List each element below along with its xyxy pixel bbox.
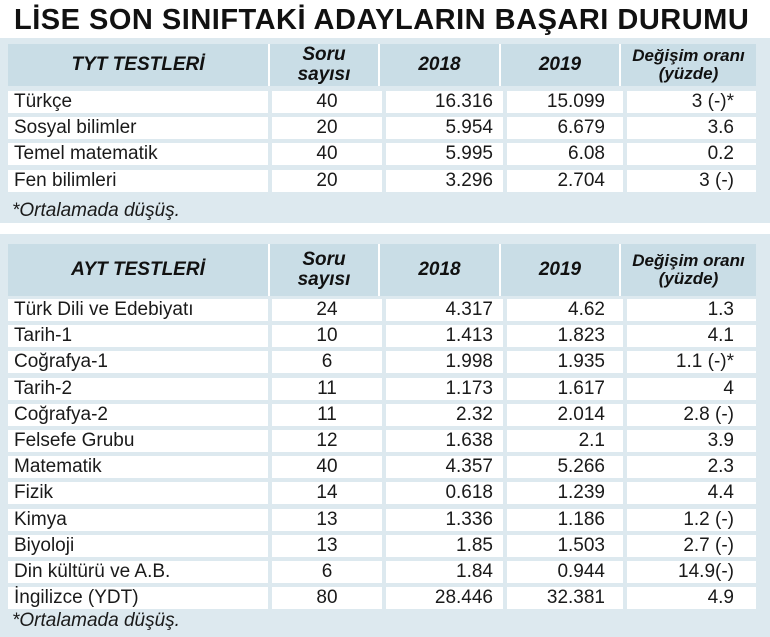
value-2018-cell: 16.316 (386, 91, 503, 113)
tyt-table-row (8, 143, 756, 165)
value-2019-cell: 2.1 (507, 430, 623, 452)
value-2018-cell: 2.32 (386, 404, 503, 426)
soru-cell: 40 (272, 143, 382, 165)
soru-cell: 14 (272, 482, 382, 504)
value-2018-cell: 1.84 (386, 561, 503, 583)
value-2018-cell: 1.413 (386, 325, 503, 347)
value-2019-cell: 32.381 (507, 587, 623, 609)
tyt-table-row (8, 91, 756, 113)
ayt-footnote: *Ortalamada düşüş. (12, 610, 180, 631)
tyt-table (0, 38, 770, 223)
soru-cell: 20 (272, 170, 382, 192)
tyt-footnote: *Ortalamada düşüş. (12, 200, 180, 221)
page-title: LİSE SON SINIFTAKİ ADAYLARIN BAŞARI DURUMU (14, 4, 750, 36)
value-2018-cell: 1.85 (386, 535, 503, 557)
value-2019-cell: 1.186 (507, 509, 623, 531)
name-cell: Tarih-2 (8, 378, 268, 400)
degisim-cell: 4.1 (627, 325, 756, 347)
soru-cell: 40 (272, 91, 382, 113)
soru-cell: 20 (272, 117, 382, 139)
value-2019-cell: 1.823 (507, 325, 623, 347)
soru-cell: 80 (272, 587, 382, 609)
soru-header-line1: Soru (302, 249, 346, 270)
ayt-table-row (8, 482, 756, 504)
tyt-col-2018-header: 2018 (378, 44, 499, 86)
degisim-header-line1: Değişim oranı (632, 251, 745, 270)
value-2018-cell: 1.998 (386, 351, 503, 373)
soru-cell: 13 (272, 535, 382, 557)
value-2018-cell: 0.618 (386, 482, 503, 504)
ayt-table-row (8, 351, 756, 373)
value-2018-cell: 1.173 (386, 378, 503, 400)
degisim-cell: 2.3 (627, 456, 756, 478)
value-2018-cell: 4.357 (386, 456, 503, 478)
value-2019-cell: 0.944 (507, 561, 623, 583)
value-2018-cell: 5.995 (386, 143, 503, 165)
degisim-cell: 3 (-)* (627, 91, 756, 113)
soru-header-line2: sayısı (297, 269, 351, 290)
ayt-col-2018-header: 2018 (378, 244, 499, 296)
name-cell: Tarih-1 (8, 325, 268, 347)
ayt-col-soru-header (268, 244, 378, 296)
name-cell: Biyoloji (8, 535, 268, 557)
tyt-col-degisim-header (619, 44, 756, 86)
degisim-cell: 3 (-) (627, 170, 756, 192)
value-2018-cell: 1.336 (386, 509, 503, 531)
ayt-table-row (8, 509, 756, 531)
soru-cell: 40 (272, 456, 382, 478)
value-2019-cell: 6.679 (507, 117, 623, 139)
degisim-cell: 4.4 (627, 482, 756, 504)
degisim-cell: 0.2 (627, 143, 756, 165)
tyt-col-2019-header: 2019 (499, 44, 619, 86)
tyt-header-row (0, 44, 770, 86)
value-2018-cell: 5.954 (386, 117, 503, 139)
ayt-table-row (8, 587, 756, 609)
degisim-cell: 14.9(-) (627, 561, 756, 583)
degisim-cell: 2.8 (-) (627, 404, 756, 426)
value-2019-cell: 2.014 (507, 404, 623, 426)
ayt-header-row (0, 244, 770, 296)
soru-header-line1: Soru (302, 44, 346, 65)
degisim-cell: 1.1 (-)* (627, 351, 756, 373)
value-2019-cell: 1.617 (507, 378, 623, 400)
soru-cell: 6 (272, 351, 382, 373)
value-2018-cell: 4.317 (386, 299, 503, 321)
degisim-cell: 1.3 (627, 299, 756, 321)
value-2019-cell: 5.266 (507, 456, 623, 478)
ayt-table-row (8, 535, 756, 557)
degisim-cell: 4 (627, 378, 756, 400)
ayt-col-2019-header: 2019 (499, 244, 619, 296)
name-cell: Felsefe Grubu (8, 430, 268, 452)
ayt-col-name-header: AYT TESTLERİ (8, 244, 268, 296)
soru-header-line2: sayısı (297, 64, 351, 85)
degisim-cell: 2.7 (-) (627, 535, 756, 557)
value-2018-cell: 3.296 (386, 170, 503, 192)
degisim-cell: 3.9 (627, 430, 756, 452)
ayt-table-row (8, 299, 756, 321)
ayt-table-row (8, 378, 756, 400)
value-2018-cell: 28.446 (386, 587, 503, 609)
name-cell: İngilizce (YDT) (8, 587, 268, 609)
value-2019-cell: 1.503 (507, 535, 623, 557)
name-cell: Fen bilimleri (8, 170, 268, 192)
soru-cell: 12 (272, 430, 382, 452)
ayt-table-row (8, 456, 756, 478)
soru-cell: 24 (272, 299, 382, 321)
value-2019-cell: 4.62 (507, 299, 623, 321)
ayt-table (0, 234, 770, 637)
degisim-cell: 1.2 (-) (627, 509, 756, 531)
name-cell: Kimya (8, 509, 268, 531)
value-2018-cell: 1.638 (386, 430, 503, 452)
name-cell: Matematik (8, 456, 268, 478)
ayt-col-degisim-header (619, 244, 756, 296)
ayt-table-row (8, 325, 756, 347)
name-cell: Temel matematik (8, 143, 268, 165)
value-2019-cell: 2.704 (507, 170, 623, 192)
tyt-table-row (8, 117, 756, 139)
degisim-cell: 4.9 (627, 587, 756, 609)
ayt-table-row (8, 404, 756, 426)
value-2019-cell: 6.08 (507, 143, 623, 165)
name-cell: Türk Dili ve Edebiyatı (8, 299, 268, 321)
soru-cell: 10 (272, 325, 382, 347)
ayt-table-row (8, 561, 756, 583)
value-2019-cell: 15.099 (507, 91, 623, 113)
name-cell: Coğrafya-1 (8, 351, 268, 373)
degisim-header-line1: Değişim oranı (632, 46, 745, 65)
value-2019-cell: 1.935 (507, 351, 623, 373)
name-cell: Fizik (8, 482, 268, 504)
soru-cell: 11 (272, 404, 382, 426)
value-2019-cell: 1.239 (507, 482, 623, 504)
degisim-header-line2: (yüzde) (658, 269, 719, 288)
tyt-col-name-header: TYT TESTLERİ (8, 44, 268, 86)
tyt-table-row (8, 170, 756, 192)
soru-cell: 11 (272, 378, 382, 400)
degisim-header-line2: (yüzde) (658, 64, 719, 83)
ayt-table-row (8, 430, 756, 452)
name-cell: Din kültürü ve A.B. (8, 561, 268, 583)
name-cell: Sosyal bilimler (8, 117, 268, 139)
soru-cell: 13 (272, 509, 382, 531)
name-cell: Türkçe (8, 91, 268, 113)
name-cell: Coğrafya-2 (8, 404, 268, 426)
soru-cell: 6 (272, 561, 382, 583)
tyt-col-soru-header (268, 44, 378, 86)
degisim-cell: 3.6 (627, 117, 756, 139)
